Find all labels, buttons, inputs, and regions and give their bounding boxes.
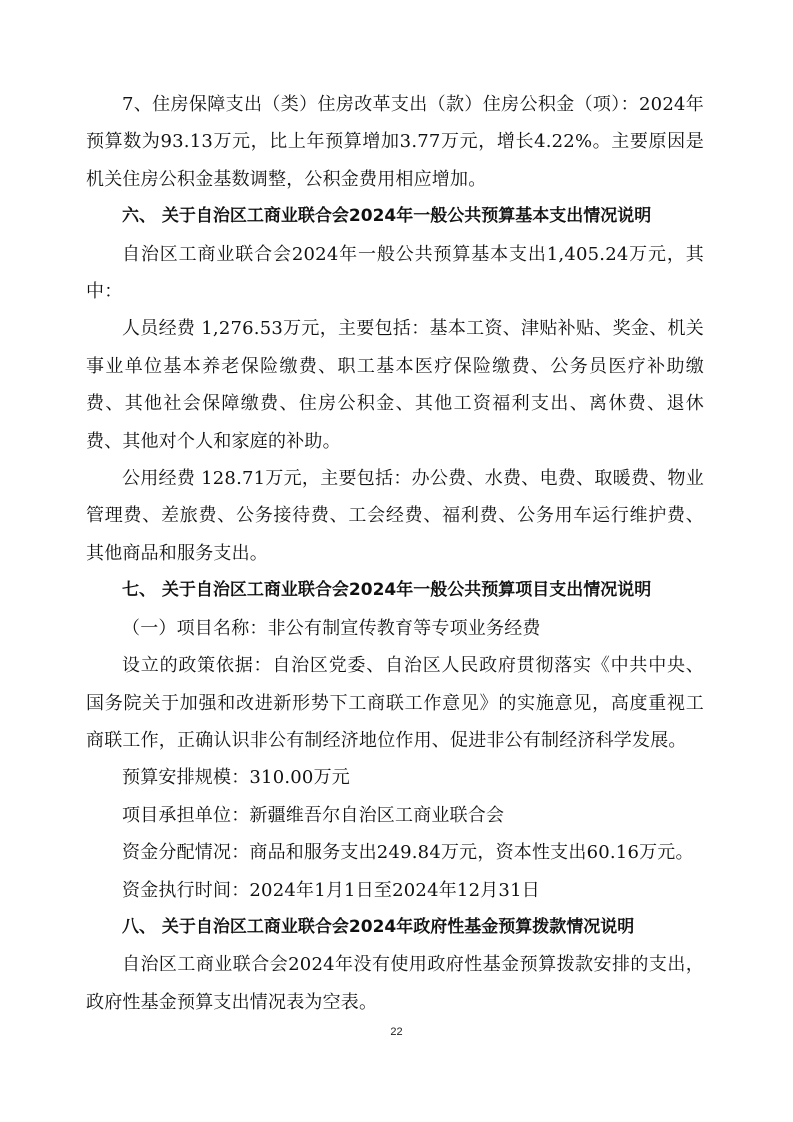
heading-section-6: 六、 关于自治区工商业联合会2024年一般公共预算基本支出情况说明	[122, 206, 652, 227]
paragraph-personnel-expenses: 人员经费 1,276.53万元，主要包括：基本工资、津贴补贴、奖金、机关事业单位基本养老保险缴费、职工基本医疗保险缴费、公务员医疗补助缴费、其他社会保障缴费、住房公积金、其他工资福利支出、离休费、退休费、其他对个人和家庭的补助。	[86, 318, 704, 452]
page-number: 22	[390, 1026, 403, 1038]
paragraph-undertaking-unit: 项目承担单位：新疆维吾尔自治区工商业联合会	[122, 804, 505, 826]
paragraph-project-name: （一）项目名称：非公有制宣传教育等专项业务经费	[122, 617, 541, 639]
paragraph-policy-basis: 设立的政策依据：自治区党委、自治区人民政府贯彻落实《中共中央、国务院关于加强和改进新形势下工商联工作意见》的实施意见，高度重视工商联工作，正确认识非公有制经济地位作用、促进非公有制经济科学发展。	[86, 655, 704, 751]
paragraph-fund-allocation: 资金分配情况：商品和服务支出249.84万元，资本性支出60.16万元。	[122, 842, 694, 864]
document-body	[86, 86, 704, 1021]
paragraph-housing-fund: 7、住房保障支出（类）住房改革支出（款）住房公积金（项）：2024年预算数为93.13万元，比上年预算增加3.77万元，增长4.22%。主要原因是机关住房公积金基数调整，公积金费用相应增加。	[86, 94, 704, 190]
paragraph-government-fund: 自治区工商业联合会2024年没有使用政府性基金预算拨款安排的支出，政府性基金预算支出情况表为空表。	[86, 954, 704, 1013]
paragraph-public-expenses: 公用经费 128.71万元，主要包括：办公费、水费、电费、取暖费、物业管理费、差旅费、公务接待费、工会经费、福利费、公务用车运行维护费、其他商品和服务支出。	[86, 468, 704, 564]
paragraph-execution-time: 资金执行时间：2024年1月1日至2024年12月31日	[122, 879, 540, 901]
paragraph-budget-scale: 预算安排规模：310.00万元	[122, 767, 350, 789]
paragraph-basic-intro: 自治区工商业联合会2024年一般公共预算基本支出1,405.24万元，其中：	[86, 243, 704, 303]
heading-section-8: 八、 关于自治区工商业联合会2024年政府性基金预算拨款情况说明	[122, 916, 635, 937]
heading-section-7: 七、 关于自治区工商业联合会2024年一般公共预算项目支出情况说明	[122, 580, 652, 601]
